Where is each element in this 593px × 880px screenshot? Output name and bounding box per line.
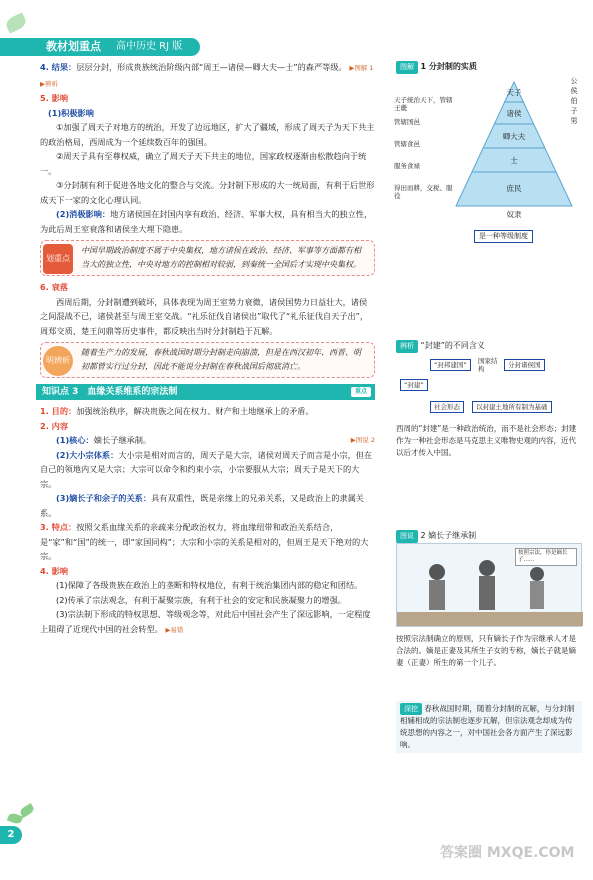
figure-body xyxy=(479,576,495,610)
fengjian-mid: 国家结构 xyxy=(478,357,498,373)
speech-bubble: 按照宗法，你是嫡长子…… xyxy=(515,548,577,566)
pyramid-right-labels xyxy=(568,76,580,126)
fengjian-branch: 社会形态 xyxy=(430,401,464,413)
eldest-son-relation: (3)嫡长子和余子的关系：具有双重性，既是亲缘上的兄弟关系，又是政治上的隶属关系。 xyxy=(40,493,364,518)
section-impact: 4. 影响 xyxy=(40,565,69,576)
rank-label: 伯 xyxy=(570,97,578,105)
paragraph: (3)宗法制下形成的特权思想、等级观念等，对此后中国社会产生了深远影响，一定程度上阻碍了近现代中国的社会转型。 ▶易错 xyxy=(40,609,371,634)
pyramid-left-label: 天子统治天下，管辖王畿 xyxy=(394,96,453,112)
paragraph: (1)保障了各级贵族在政治上的垄断和特权地位，有利于统治集团内部的稳定和团结。 xyxy=(56,580,363,590)
paragraph: ③分封制有利于促进各地文化的整合与交流。分封制下形成的大一统局面，有利于后世形成天下一家的文化心理认同。 xyxy=(40,180,375,205)
pyramid-level: 天子 xyxy=(506,88,522,97)
paragraph: ①加强了周天子对地方的统治，开发了边远地区，扩大了疆域，形成了周天子为天下共主的政治格局，西周成为一个延续数百年的强国。 xyxy=(40,122,375,147)
fengjian-result: 分封诸侯国 xyxy=(504,359,545,371)
pyramid-caption: 是一种等级制度 xyxy=(474,230,533,243)
figure-head xyxy=(479,560,495,576)
pyramid-left-label: 管辖食邑 xyxy=(394,140,420,148)
rank-label: 侯 xyxy=(570,87,578,95)
pyramid-left-labels xyxy=(394,96,454,206)
purpose: 1. 目的：加强统治秩序，解决贵族之间在权力、财产和土地继承上的矛盾。 xyxy=(40,406,314,416)
highlight-box: 划重点 中国早期政治制度不属于中央集权，地方诸侯在政治、经济、军事等方面都有相当大的独立性，中央对地方的控制相对较弱，到秦统一全国后才实现中央集权。 xyxy=(40,240,375,276)
item-result: 4. 结果：层层分封，形成贵族统治阶级内部“周王—诸侯—卿大夫—士”的森严等级。 ▶图解 1 ▶辨析 xyxy=(40,62,374,88)
knowledge-point-bar: 知识点 3 血缘关系维系的宗法制 重点 xyxy=(36,384,375,400)
negative-influence: (2)消极影响：地方诸侯国在封国内享有政治、经济、军事大权，具有相当大的独立性，为此后周王室衰落和诸侯坐大埋下隐患。 xyxy=(40,209,373,234)
cartoon-illustration xyxy=(396,543,582,627)
paragraph: ②周天子具有至尊权威，确立了周天子天下共主的地位，国家政权逐渐由松散趋向于统一。 xyxy=(40,151,367,176)
figure-text: 按照宗法制确立的原则，只有嫡长子作为宗继承人才是合法的。嫡是正妻及其所生子女的专称，嫡长子就是嫡妻（正妻）所生的第一个儿子。 xyxy=(396,634,576,667)
sidebar xyxy=(396,60,582,753)
rank-label: 男 xyxy=(570,117,578,125)
page-number: 2 xyxy=(0,826,22,844)
analysis-box: 明辨析 随着生产力的发展，春秋战国时期分封制走向崩溃，但是在西汉初年、西晋、明初都曾实行过分封，因此不能说分封制在春秋战国后彻底消亡。 xyxy=(40,342,375,378)
fengjian-root: “封建” xyxy=(400,379,428,391)
core: (1)核心：嫡长子继承制。 ▶图说 2 xyxy=(56,435,375,445)
figure-head xyxy=(429,564,445,580)
pyramid-diagram xyxy=(396,74,582,249)
figure-body xyxy=(429,580,445,610)
header-title: 教材划重点 xyxy=(46,40,101,53)
figure-title: 图说 2 嫡长子继承制 xyxy=(396,529,582,543)
figure-head xyxy=(530,567,544,581)
pyramid-level: 卿大夫 xyxy=(502,132,526,141)
pyramid-level: 士 xyxy=(510,156,518,165)
fengjian-branch: “封邦建国” xyxy=(430,359,471,371)
fox-icon: 明辨析 xyxy=(43,346,73,376)
fengjian-result: 以封建土地所有制为基础 xyxy=(472,401,552,413)
figure-body xyxy=(530,581,544,609)
rank-label: 子 xyxy=(570,107,578,115)
key-point-icon: 划重点 xyxy=(43,244,73,274)
pyramid-bottom: 奴隶 xyxy=(506,210,522,219)
pyramid-level: 庶民 xyxy=(506,184,522,193)
rank-label: 公 xyxy=(570,77,578,85)
watermark: 答案圈 MXQE.COM xyxy=(440,845,575,861)
fengjian-note: 西周的“封建”是一种政治统治，而不是社会形态；封建作为一种社会形态是马克思主义唯物史观的内容，近代以后才传入中国。 xyxy=(396,424,577,457)
pyramid-left-label: 得田而耕，交税、服役 xyxy=(394,184,453,200)
figure-title: 图解 1 分封制的实质 xyxy=(396,60,582,74)
clan-system: (2)大小宗体系：大小宗是相对而言的，周天子是大宗，诸侯对周天子而言是小宗，但在自己的领地内又是大宗；大宗可以命令和约束小宗，小宗要服从大宗；周天子是天下的大宗。 xyxy=(40,449,373,489)
key-badge: 重点 xyxy=(351,387,371,397)
main-content xyxy=(40,60,375,637)
fengjian-diagram xyxy=(396,353,582,423)
section-decline: 6. 衰落 xyxy=(40,282,69,292)
pyramid-level: 诸侯 xyxy=(506,109,522,118)
section-content: 2. 内容 xyxy=(40,420,69,431)
deep-dive-box: 深挖 春秋战国时期，随着分封制的瓦解，与分封制相辅相成的宗法制也逐步瓦解，但宗法观念却成为传统思想的内容之一，对中国社会各方面产生了深远影响。 xyxy=(396,701,582,753)
pyramid-left-label: 服务食禄 xyxy=(394,162,420,170)
header-subtitle: 高中历史 RJ 版 xyxy=(116,41,183,52)
paragraph: (2)传承了宗法观念，有利于凝聚宗族，有利于社会的安定和民族凝聚力的增强。 xyxy=(56,594,346,605)
features: 3. 特点：按照父系血缘关系的亲疏来分配政治权力，将血缘纽带和政治关系结合，是“家”和“国”的统一，即“家国同构”；大宗和小宗的关系是相对的，但周王是天下绝对的大宗。 xyxy=(40,522,369,561)
positive-influence-title: (1)积极影响 xyxy=(48,107,94,118)
paragraph: 西周后期，分封制遭到破坏，具体表现为周王室势力衰微，诸侯国势力日益壮大，诸侯之间混战不已，诸侯甚至与周王室交战。“礼乐征伐自诸侯出”取代了“礼乐征伐自天子出”，周郑交质、楚王问鼎等历史事件，都反映出当时分封制趋于瓦解。 xyxy=(40,296,369,336)
pyramid-left-label: 管辖国邑 xyxy=(394,118,420,126)
figure-title: 辨析 “封建”的不同含义 xyxy=(396,339,582,353)
ground xyxy=(397,612,583,626)
section-influence: 5. 影响 xyxy=(40,93,69,103)
